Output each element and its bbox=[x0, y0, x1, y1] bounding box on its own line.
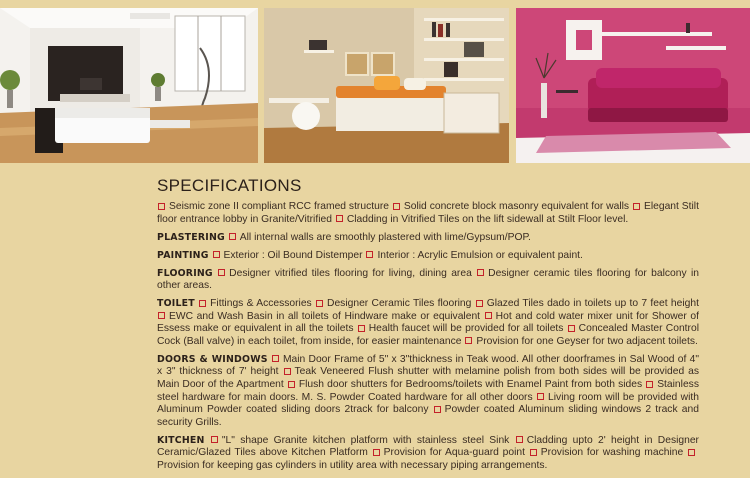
spec-item: Teak Veneered Flush shutter with melamine polish from both sides will be provided as Main Door of the Apartment bbox=[157, 366, 699, 391]
spec-item: Provision for keeping gas cylinders in utility area with necessary piping arrangements. bbox=[157, 460, 548, 472]
spec-heading: PLASTERING bbox=[157, 231, 225, 243]
bullet-icon bbox=[316, 300, 323, 307]
bullet-icon bbox=[537, 393, 544, 400]
spec-item: Living room will be provided with Aluminum Powder coated sliding doors 2track for balcony bbox=[157, 391, 699, 416]
spec-item: Hot and cold water mixer unit for Shower of Essess make or equivalent in all the toilets bbox=[157, 310, 699, 335]
spec-item: Designer ceramic tiles flooring for balcony in other areas. bbox=[157, 267, 699, 292]
bullet-icon bbox=[288, 381, 295, 388]
spec-paragraph-painting bbox=[157, 250, 699, 263]
bullet-icon bbox=[358, 325, 365, 332]
bullet-icon bbox=[373, 449, 380, 456]
bullet-icon bbox=[213, 251, 220, 258]
spec-paragraph-flooring bbox=[157, 268, 699, 293]
bullet-icon bbox=[284, 368, 291, 375]
spec-heading: KITCHEN bbox=[157, 434, 205, 446]
spec-item: Stainless steel hardware for main doors. M. S. Powder Coated hardware for all other doors bbox=[157, 379, 699, 403]
bullet-icon bbox=[229, 233, 236, 240]
spec-item: Flush door shutters for Bedrooms/toilets with Enamel Paint from both sides bbox=[298, 379, 643, 391]
bullet-icon bbox=[158, 312, 165, 319]
bullet-icon bbox=[485, 312, 492, 319]
spec-item: Interior : Acrylic Emulsion or equivalent paint. bbox=[377, 249, 583, 261]
bullet-icon bbox=[477, 269, 484, 276]
bullet-icon bbox=[272, 355, 279, 362]
bullet-icon bbox=[393, 203, 400, 210]
spec-item: Main Door Frame of 5" x 3"thickness in Teak wood. All other doorframes in Sal Wood of 4" x 3" thickness of 7' height bbox=[157, 353, 699, 378]
spec-item: Provision for one Geyser for two adjacent toilets. bbox=[476, 335, 698, 347]
intro-paragraph bbox=[157, 201, 699, 226]
section-title: SPECIFICATIONS bbox=[157, 176, 302, 195]
spec-item: All internal walls are smoothly plastered with lime/Gypsum/POP. bbox=[239, 231, 531, 243]
header-photos bbox=[0, 0, 750, 170]
spec-paragraph-doors-windows bbox=[157, 354, 699, 430]
bullet-icon bbox=[199, 300, 206, 307]
spec-item: Designer Ceramic Tiles flooring bbox=[327, 298, 472, 310]
spec-item: Powder coated Aluminum sliding windows 2 track and security Grills. bbox=[157, 404, 699, 428]
spec-paragraph-kitchen bbox=[157, 435, 699, 473]
spec-item: Designer vitrified tiles flooring for living, dining area bbox=[229, 267, 472, 279]
bullet-icon bbox=[158, 203, 165, 210]
spec-item: Cladding upto 2' height in Designer Ceramic/Glazed Tiles above Kitchen Platform bbox=[157, 434, 699, 459]
bullet-icon bbox=[646, 381, 653, 388]
living-room-photo bbox=[0, 8, 258, 163]
bullet-icon bbox=[465, 337, 472, 344]
bullet-icon bbox=[476, 300, 483, 307]
spec-item: "L" shape Granite kitchen platform with stainless steel Sink bbox=[221, 434, 510, 446]
bullet-icon bbox=[688, 449, 695, 456]
spec-paragraph-plastering bbox=[157, 232, 699, 245]
spec-item: Elegant Stilt floor entrance lobby in Granite/Vitrified bbox=[157, 201, 699, 225]
spec-item: Seismic zone II compliant RCC framed structure bbox=[169, 201, 389, 212]
bullet-icon bbox=[530, 449, 537, 456]
specifications-section bbox=[157, 176, 699, 478]
spec-heading: PAINTING bbox=[157, 249, 209, 261]
spec-paragraph-toilet bbox=[157, 298, 699, 348]
spec-item: Solid concrete block masonry equivalent for walls bbox=[403, 201, 630, 212]
specifications-body bbox=[157, 201, 699, 473]
bullet-icon bbox=[366, 251, 373, 258]
spec-item: Provision for washing machine bbox=[540, 447, 684, 459]
spec-heading: FLOORING bbox=[157, 267, 213, 279]
bullet-icon bbox=[568, 325, 575, 332]
spec-item: Health faucet will be provided for all toilets bbox=[368, 323, 564, 335]
bullet-icon bbox=[633, 203, 640, 210]
spec-item: Concealed Master Control Cock (Ball valve) in each toilet, from inside, for easier maintenance bbox=[157, 323, 699, 347]
spec-heading: DOORS & WINDOWS bbox=[157, 353, 268, 365]
pink-living-room-photo bbox=[516, 8, 750, 163]
bullet-icon bbox=[434, 406, 441, 413]
spec-item: Glazed Tiles dado in toilets up to 7 feet height bbox=[486, 298, 699, 310]
bullet-icon bbox=[218, 269, 225, 276]
spec-item: EWC and Wash Basin in all toilets of Hindware make or equivalent bbox=[169, 310, 481, 322]
spec-item: Exterior : Oil Bound Distemper bbox=[223, 249, 363, 261]
spec-item: Cladding in Vitrified Tiles on the lift sidewall at Stilt Floor level. bbox=[346, 213, 629, 225]
bullet-icon bbox=[516, 436, 523, 443]
spec-heading: TOILET bbox=[157, 298, 195, 310]
spec-item: Fittings & Accessories bbox=[210, 298, 312, 310]
bedroom-photo bbox=[264, 8, 509, 163]
bullet-icon bbox=[336, 215, 343, 222]
bullet-icon bbox=[211, 436, 218, 443]
spec-item: Provision for Aqua-guard point bbox=[383, 447, 525, 459]
